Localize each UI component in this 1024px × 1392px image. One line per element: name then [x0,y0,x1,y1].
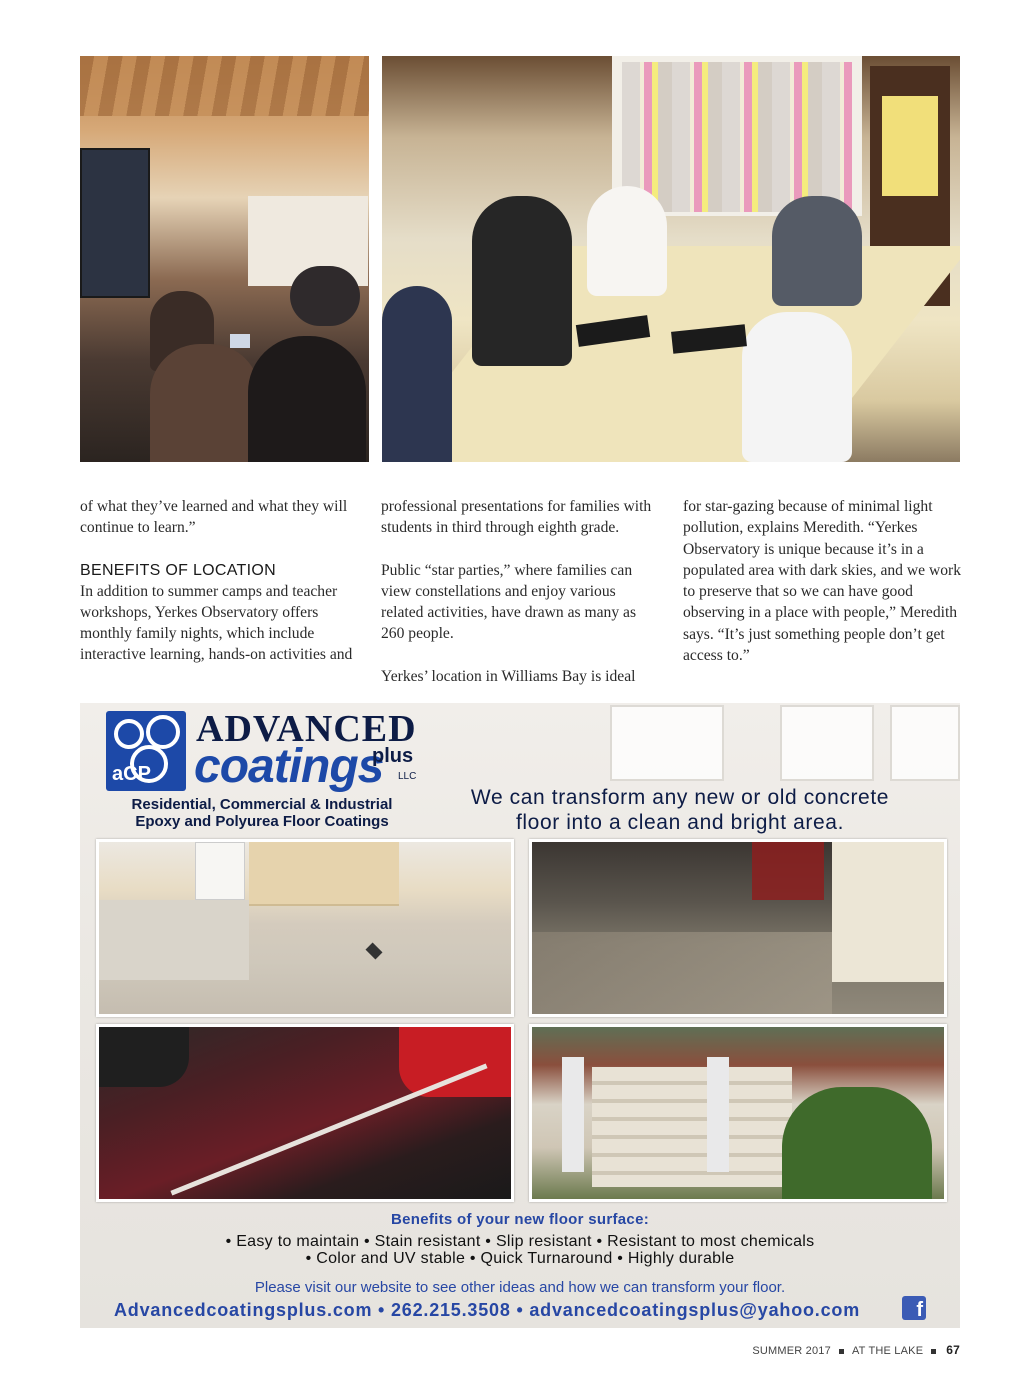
article-column-3 [683,496,962,666]
article-column-2 [381,496,660,687]
tagline-line-1: Residential, Commercial & Industrial [131,796,393,813]
page-footer [0,1343,960,1357]
tagline-line-2: Epoxy and Polyurea Floor Coatings [135,813,389,830]
benefits-list-line-2: • Color and UV stable • Quick Turnaround • Highly durable [305,1250,735,1267]
brand-name-llc: LLC [398,771,417,782]
article-paragraph: professional presentations for families with students in third through eighth grade. [381,498,652,537]
article-paragraph: Yerkes’ location in Williams Bay is ideal [381,667,636,685]
logo-initials: aCP [112,763,151,785]
brand-name-advanced: ADVANCED [196,708,417,750]
photo-red-garage-floor-with-cars [96,1024,514,1202]
contact-details[interactable]: Advancedcoatingsplus.com • 262.215.3508 • advancedcoatingsplus@yahoo.com [114,1300,860,1320]
brand-name-plus: plus [372,745,414,767]
photo-garage-speckled-floor [96,839,514,1017]
benefits-heading: Benefits of your new floor surface: [390,1211,650,1228]
brand-name-coatings: coatings [194,740,384,793]
photo-workshop-classroom [80,56,369,462]
company-logo [106,711,186,791]
facebook-icon[interactable]: f [902,1296,926,1320]
separator-square-icon [839,1349,844,1354]
page-number: 67 [946,1343,960,1357]
headline-line-1: We can transform any new or old concrete [470,786,890,809]
advertisement-advanced-coatings [80,703,960,1328]
website-invitation: Please visit our website to see other ideas and how we can transform your floor. [254,1279,786,1296]
ad-tagline [102,796,422,830]
section-heading: BENEFITS OF LOCATION [80,561,276,579]
article-paragraph: of what they’ve learned and what they will continue to learn.” [80,498,348,537]
separator-square-icon [931,1349,936,1354]
photo-students-at-table [382,56,960,462]
article-paragraph: Public “star parties,” where families can view constellations and enjoy various related activities, have drawn as many as 260 people. [381,561,637,643]
article-paragraph: In addition to summer camps and teacher workshops, Yerkes Observatory offers monthly family nights, which include interactive learning, hands-on activities and [80,582,353,664]
issue-label: SUMMER 2017 [752,1345,831,1357]
article-column-1 [80,496,359,666]
ad-headline [430,785,930,835]
headline-line-2: floor into a clean and bright area. [515,811,845,834]
magazine-name: AT THE LAKE [851,1345,924,1357]
photo-glossy-epoxy-floor [529,839,947,1017]
article-paragraph: for star-gazing because of minimal light pollution, explains Meredith. “Yerkes Observatory is unique because it’s in a populated area with dark skies, and we work to preserve that so we can have good observing in a place with people,” Meredith says. “It’s just something people don’t get access to.” [683,498,961,665]
photo-coated-porch-steps [529,1024,947,1202]
benefits-list-line-1: • Easy to maintain • Stain resistant • Slip resistant • Resistant to most chemicals [225,1233,815,1250]
